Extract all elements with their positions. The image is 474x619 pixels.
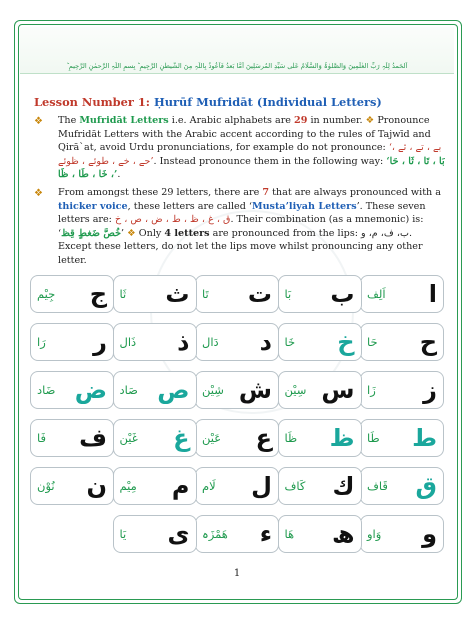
letter-glyph: ر: [93, 328, 107, 356]
letter-card: [195, 419, 279, 457]
page-number: 1: [233, 568, 241, 579]
letter-card: [30, 323, 114, 361]
text: i.e. Arabic alphabets are: [168, 115, 295, 126]
paragraph-mufridat: [58, 114, 446, 182]
letter-card: [278, 371, 362, 409]
letter-card: [113, 419, 197, 457]
letter-card: [113, 371, 197, 409]
letter-glyph: ذ: [177, 328, 190, 356]
bullet-icon: ❖: [34, 188, 43, 199]
basmala-header: اَلحَمدُ لِلّٰہِ رَبِّ العٰلَمِینَ وَالصَّلوٰۃُ وَالسَّلَامُ عَلٰی سَیِّدِ المُرسَلِینَ اَمَّا بَعدُ فَاَعُوذُ بِاللّٰہِ مِنَ الشَّیطٰنِ الرَّجِیمِ ؕ بِسمِ اللّٰہِ الرَّحمٰنِ الرَّحِیمِ ؕ: [66, 62, 408, 70]
text: . Except these letters, do not let the lips move whilst pronouncing any other letter.: [58, 227, 423, 266]
letter-name: بَا: [284, 287, 292, 301]
term-mustaliyah: Musta’liyah Letters: [251, 200, 357, 212]
letter-glyph: ث: [165, 280, 190, 308]
letter-glyph: ز: [423, 376, 437, 404]
letter-card: [278, 467, 362, 505]
letter-name: ھَمْزَہ: [202, 527, 228, 541]
letter-card: [360, 323, 444, 361]
letter-name: جِیْم: [37, 287, 56, 301]
letter-card: [30, 419, 114, 457]
letter-name: صَاد: [119, 383, 138, 397]
lesson-title-prefix: Lesson Number 1:: [34, 95, 154, 109]
letter-glyph: ظ: [329, 424, 355, 452]
count-7: 7: [262, 187, 270, 198]
letter-card: [360, 467, 444, 505]
letter-card: [195, 467, 279, 505]
text: Pronounce Mufridāt Letters with the Arabic accent according to the rules of Tajwīd and Qirā`at, avoid Urdu pronunciations, for example do not pronounce:: [58, 115, 431, 154]
text: . Their combination (as a mnemonic) is: ‘: [58, 214, 424, 239]
term-thicker-voice: thicker voice: [58, 200, 128, 212]
paragraph-mustaliyah: [58, 186, 446, 268]
text: Only: [138, 227, 165, 239]
letter-name: خَا: [284, 335, 296, 349]
letter-glyph: ع: [255, 424, 272, 452]
text: , these letters are called ‘: [127, 200, 252, 212]
letter-name: زَا: [367, 383, 376, 397]
letter-glyph: ش: [238, 376, 272, 404]
letter-card: [360, 419, 444, 457]
text: are pronounced from the lips:: [209, 227, 362, 239]
letter-glyph: و: [422, 520, 437, 548]
letter-name: حَا: [367, 335, 378, 349]
letter-glyph: ھ: [332, 520, 355, 548]
letter-glyph: ا: [428, 280, 437, 308]
bullet-icon: ❖: [34, 116, 43, 127]
letter-card: [113, 275, 197, 313]
mustaliyah-letters: ق ، غ ، ظ ، ط ، ض ، ص ، خ: [114, 214, 231, 226]
letter-name: ثَا: [119, 287, 127, 301]
term-mufridat: Mufridāt Letters: [79, 115, 169, 126]
text: . Instead pronounce them in the following way:: [153, 155, 387, 167]
letter-card: [195, 371, 279, 409]
letter-glyph: ق: [415, 472, 437, 500]
letter-card: [30, 371, 114, 409]
lesson-title-subtitle: Ḥurūf Mufridāt (Individual Letters): [153, 95, 382, 109]
letter-glyph: ل: [251, 472, 272, 500]
count-29: 29: [294, 115, 308, 126]
letter-glyph: خ: [337, 328, 355, 356]
letter-glyph: ط: [412, 424, 437, 452]
text: .: [117, 169, 121, 181]
urdu-pronunciation-example: ‘بے ، تے ، ثے ، حے ، خے ، طوئے ، ظوئے’: [58, 142, 442, 167]
letter-name: اَلِف: [367, 287, 386, 301]
letter-glyph: ج: [89, 280, 107, 308]
letter-card: [360, 371, 444, 409]
letter-name: مِیْم: [119, 479, 137, 493]
letter-name: شِیْن: [202, 383, 224, 397]
letter-glyph: ب: [330, 280, 355, 308]
letter-card: [360, 515, 444, 553]
letter-name: سِیْن: [284, 383, 307, 397]
letter-card: [278, 515, 362, 553]
bullet-icon-inline: ❖: [365, 115, 375, 126]
text: that are always pronounced with a: [269, 187, 442, 198]
letter-name: ذَال: [119, 335, 137, 349]
letter-glyph: ف: [79, 424, 107, 452]
bullet-icon-inline: ❖: [127, 227, 136, 239]
letter-glyph: ك: [332, 472, 355, 500]
letter-name: ضَاد: [37, 383, 56, 397]
letter-card: [278, 419, 362, 457]
letter-glyph: ت: [247, 280, 272, 308]
arabic-pronunciation-example: ‘بَا ، تَا ، ثَا ، حَا ، خَا ، طَا ، ظَا’: [58, 155, 445, 181]
letter-name: وَاو: [367, 527, 382, 541]
letter-card: [30, 467, 114, 505]
term-4-letters: 4 letters: [164, 227, 210, 239]
letter-card: [195, 323, 279, 361]
letter-name: قَاف: [367, 479, 388, 493]
text: From amongst these 29 letters, there are: [58, 187, 263, 198]
letter-card: [195, 275, 279, 313]
letter-card: [113, 515, 197, 553]
mnemonic: خُصَّ ضَغطٍ قِظ: [61, 227, 122, 239]
text: in number.: [307, 115, 366, 126]
letter-glyph: م: [171, 472, 190, 500]
letter-name: تَا: [202, 287, 209, 301]
text: The: [58, 115, 80, 126]
text: ’. These seven letters are:: [58, 200, 426, 226]
letter-glyph: غ: [173, 424, 190, 452]
letter-glyph: ی: [167, 520, 190, 548]
letter-name: یَا: [119, 527, 127, 541]
letter-glyph: س: [321, 376, 355, 404]
letter-name: نُوْن: [37, 479, 55, 493]
letter-card: [113, 323, 197, 361]
letter-glyph: ن: [86, 472, 107, 500]
letter-name: طَا: [367, 431, 380, 445]
letter-card: [278, 323, 362, 361]
letter-name: لَام: [202, 479, 216, 493]
letter-glyph: ح: [419, 328, 437, 356]
text: ’: [121, 227, 128, 239]
letter-card: [195, 515, 279, 553]
lip-letters: ب، ف، م، و: [361, 227, 410, 239]
letter-name: دَال: [202, 335, 219, 349]
letter-card: [113, 467, 197, 505]
letter-glyph: د: [259, 328, 272, 356]
letter-card: [360, 275, 444, 313]
letter-name: فَا: [37, 431, 47, 445]
letter-glyph: ص: [157, 376, 190, 404]
letter-name: ھَا: [284, 527, 295, 541]
letter-name: ظَا: [284, 431, 298, 445]
letter-glyph: ء: [259, 520, 272, 548]
letter-card: [278, 275, 362, 313]
letter-glyph: ض: [74, 376, 107, 404]
letter-name: كَاف: [284, 479, 306, 493]
letter-name: غَیْن: [119, 431, 138, 445]
letter-grid: [30, 275, 444, 561]
letter-name: عَیْن: [202, 431, 222, 445]
letter-name: رَا: [37, 335, 46, 349]
lesson-title: [34, 95, 382, 109]
letter-card: [30, 275, 114, 313]
